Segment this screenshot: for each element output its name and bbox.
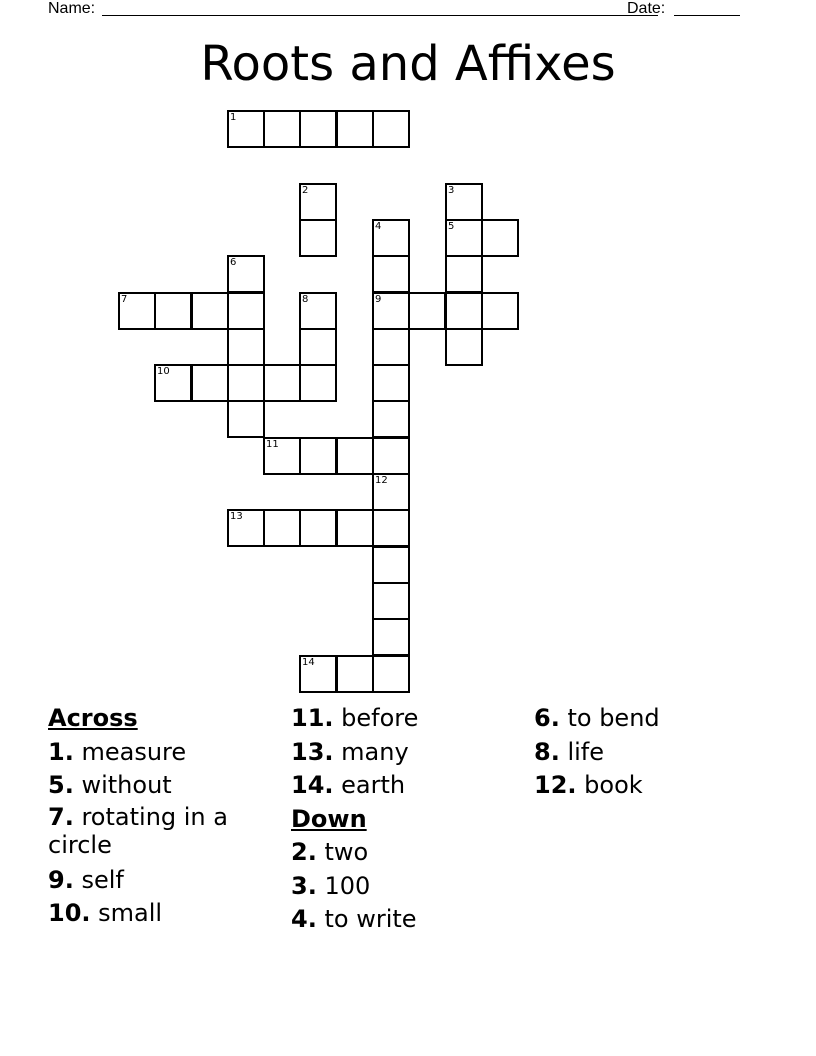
grid-cell[interactable] <box>299 509 337 547</box>
grid-cell[interactable] <box>154 292 192 330</box>
clues-column-2 <box>291 702 531 937</box>
clue-across-1 <box>48 736 288 770</box>
clue-text: rotating in a circle <box>48 802 228 859</box>
grid-cell[interactable] <box>227 255 265 293</box>
grid-cell[interactable] <box>336 110 374 148</box>
grid-cell[interactable] <box>299 219 337 257</box>
cell-number: 9 <box>375 294 382 305</box>
clue-text: self <box>81 865 124 894</box>
grid-cell[interactable] <box>227 328 265 366</box>
grid-cell[interactable] <box>372 582 410 620</box>
cell-number: 5 <box>448 221 455 232</box>
grid-cell[interactable] <box>299 364 337 402</box>
clue-number: 7. <box>48 802 74 831</box>
grid-cell[interactable] <box>372 546 410 584</box>
clue-text: life <box>567 737 605 766</box>
clue-number: 5. <box>48 771 74 799</box>
clue-down-3 <box>291 870 531 904</box>
clue-text: two <box>324 838 369 866</box>
name-label: Name: <box>48 0 96 17</box>
cell-number: 4 <box>375 221 382 232</box>
grid-cell[interactable] <box>227 110 265 148</box>
cell-number: 12 <box>375 475 388 486</box>
clue-text: small <box>98 899 163 927</box>
grid-cell[interactable] <box>408 292 446 330</box>
grid-cell[interactable] <box>336 437 374 475</box>
clues-column-3 <box>534 702 774 803</box>
grid-cell[interactable] <box>372 328 410 366</box>
grid-cell[interactable] <box>299 110 337 148</box>
clues-column-1 <box>48 702 288 931</box>
clue-text: to bend <box>567 704 660 732</box>
cell-number: 3 <box>448 185 455 196</box>
grid-cell[interactable] <box>445 292 483 330</box>
grid-cell[interactable] <box>372 618 410 656</box>
clue-text: book <box>584 771 643 799</box>
clue-text: measure <box>81 737 187 766</box>
clue-number: 13. <box>291 737 334 766</box>
clue-across-9 <box>48 864 288 898</box>
grid-cell[interactable] <box>481 219 519 257</box>
grid-cell[interactable] <box>372 473 410 511</box>
clue-down-6 <box>534 702 774 736</box>
grid-cell[interactable] <box>336 655 374 693</box>
clue-across-11 <box>291 702 531 736</box>
grid-cell[interactable] <box>372 509 410 547</box>
clue-down-8 <box>534 736 774 770</box>
clue-number: 2. <box>291 838 317 866</box>
cell-number: 2 <box>302 185 309 196</box>
cell-number: 14 <box>302 657 315 668</box>
cell-number: 10 <box>157 366 170 377</box>
clue-across-13 <box>291 736 531 770</box>
clue-across-7 <box>48 803 248 859</box>
grid-cell[interactable] <box>336 509 374 547</box>
grid-cell[interactable] <box>481 292 519 330</box>
grid-cell[interactable] <box>372 219 410 257</box>
clue-text: earth <box>341 771 406 799</box>
grid-cell[interactable] <box>445 183 483 221</box>
page-title: Roots and Affixes <box>200 36 616 92</box>
clue-text: before <box>341 704 419 732</box>
clue-number: 14. <box>291 771 334 799</box>
clue-across-5 <box>48 769 288 803</box>
grid-cell[interactable] <box>372 400 410 438</box>
clue-down-4 <box>291 903 531 937</box>
clue-text: without <box>81 771 172 799</box>
clue-text: to write <box>324 905 417 933</box>
cell-number: 6 <box>230 257 237 268</box>
grid-cell[interactable] <box>372 437 410 475</box>
cell-number: 1 <box>230 112 237 123</box>
grid-cell[interactable] <box>299 328 337 366</box>
clue-across-10 <box>48 897 288 931</box>
grid-cell[interactable] <box>263 364 301 402</box>
cell-number: 13 <box>230 511 243 522</box>
clue-text: many <box>341 737 409 766</box>
clue-number: 9. <box>48 865 74 894</box>
grid-cell[interactable] <box>263 509 301 547</box>
grid-cell[interactable] <box>372 655 410 693</box>
clue-number: 1. <box>48 737 74 766</box>
cell-number: 8 <box>302 294 309 305</box>
clue-number: 10. <box>48 899 91 927</box>
clue-across-14 <box>291 769 531 803</box>
grid-cell[interactable] <box>372 364 410 402</box>
grid-cell[interactable] <box>191 292 229 330</box>
grid-cell[interactable] <box>372 292 410 330</box>
clue-text: 100 <box>324 871 371 900</box>
grid-cell[interactable] <box>299 655 337 693</box>
grid-cell[interactable] <box>263 110 301 148</box>
clue-number: 3. <box>291 871 317 900</box>
grid-cell[interactable] <box>191 364 229 402</box>
grid-cell[interactable] <box>445 255 483 293</box>
grid-cell[interactable] <box>445 219 483 257</box>
clue-down-2 <box>291 836 531 870</box>
grid-cell[interactable] <box>372 110 410 148</box>
cell-number: 11 <box>266 439 279 450</box>
clue-number: 6. <box>534 704 560 732</box>
grid-cell[interactable] <box>154 364 192 402</box>
cell-number: 7 <box>121 294 128 305</box>
grid-cell[interactable] <box>372 255 410 293</box>
clue-down-12 <box>534 769 774 803</box>
grid-cell[interactable] <box>227 292 265 330</box>
down-heading: Down <box>291 804 367 833</box>
grid-cell[interactable] <box>299 292 337 330</box>
grid-cell[interactable] <box>227 400 265 438</box>
grid-cell[interactable] <box>227 509 265 547</box>
grid-cell[interactable] <box>299 437 337 475</box>
clue-number: 11. <box>291 704 334 732</box>
clue-number: 8. <box>534 737 560 766</box>
grid-cell[interactable] <box>118 292 156 330</box>
across-heading: Across <box>48 704 138 732</box>
grid-cell[interactable] <box>227 364 265 402</box>
grid-cell[interactable] <box>299 183 337 221</box>
grid-cell[interactable] <box>263 437 301 475</box>
clue-number: 12. <box>534 771 577 799</box>
date-label: Date: <box>627 0 666 17</box>
clue-number: 4. <box>291 905 317 933</box>
grid-cell[interactable] <box>445 328 483 366</box>
